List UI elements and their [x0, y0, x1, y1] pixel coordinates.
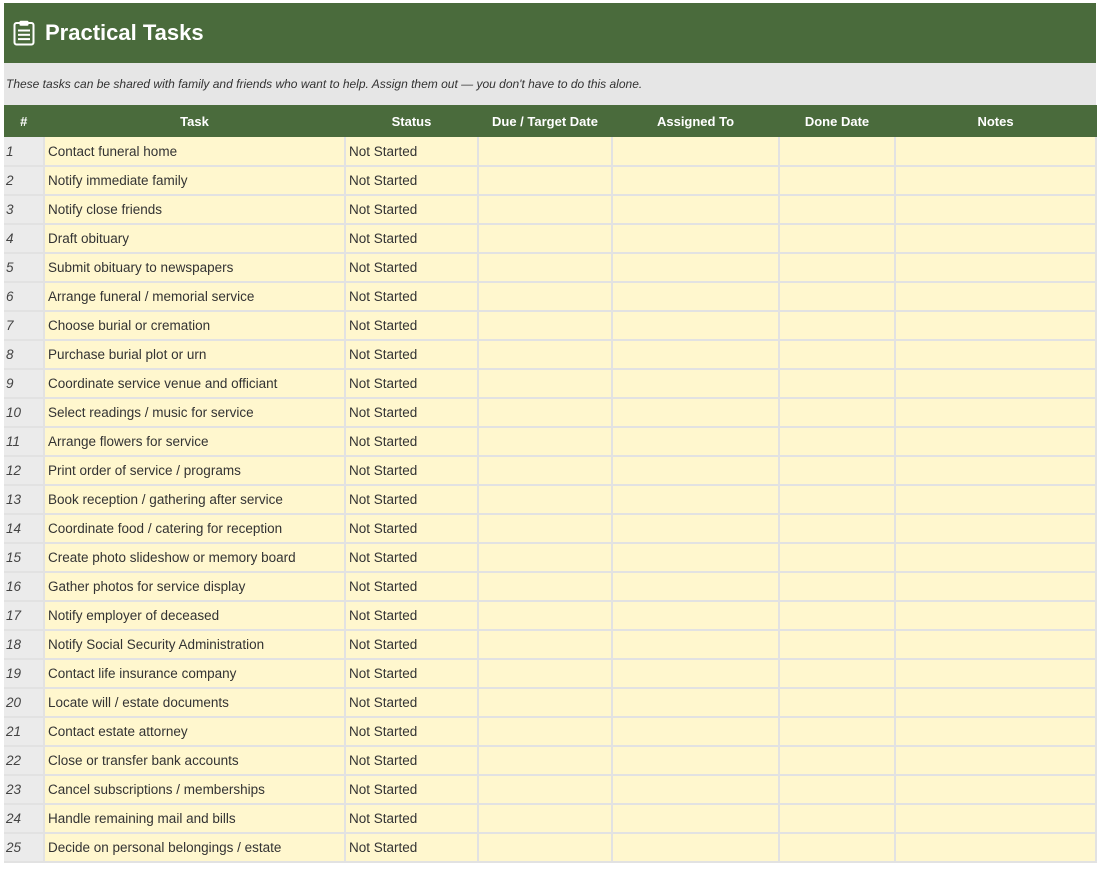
table-row	[4, 456, 1096, 485]
notes-cell[interactable]	[895, 601, 1096, 630]
done-date-cell[interactable]	[779, 282, 895, 311]
row-number[interactable]: 8	[4, 340, 44, 369]
row-number[interactable]: 3	[4, 195, 44, 224]
row-number[interactable]: 13	[4, 485, 44, 514]
done-date-cell[interactable]	[779, 398, 895, 427]
status-cell[interactable]: Not Started	[345, 282, 478, 311]
notes-cell[interactable]	[895, 688, 1096, 717]
row-number[interactable]: 24	[4, 804, 44, 833]
status-cell[interactable]: Not Started	[345, 456, 478, 485]
done-date-cell[interactable]	[779, 166, 895, 195]
row-number[interactable]: 12	[4, 456, 44, 485]
done-date-cell[interactable]	[779, 543, 895, 572]
task-cell[interactable]: Purchase burial plot or urn	[44, 340, 345, 369]
assigned-to-cell[interactable]	[612, 340, 779, 369]
notes-cell[interactable]	[895, 398, 1096, 427]
notes-cell[interactable]	[895, 485, 1096, 514]
table-row	[4, 688, 1096, 717]
row-number[interactable]: 20	[4, 688, 44, 717]
notes-cell[interactable]	[895, 659, 1096, 688]
row-number[interactable]: 15	[4, 543, 44, 572]
done-date-cell[interactable]	[779, 369, 895, 398]
status-cell[interactable]: Not Started	[345, 775, 478, 804]
row-number[interactable]: 17	[4, 601, 44, 630]
row-number[interactable]: 9	[4, 369, 44, 398]
notes-cell[interactable]	[895, 543, 1096, 572]
status-cell[interactable]: Not Started	[345, 137, 478, 166]
notes-cell[interactable]	[895, 224, 1096, 253]
assigned-to-cell[interactable]	[612, 485, 779, 514]
due-date-cell[interactable]	[478, 166, 612, 195]
assigned-to-cell[interactable]	[612, 514, 779, 543]
table-row	[4, 543, 1096, 572]
row-number[interactable]: 1	[4, 137, 44, 166]
status-cell[interactable]: Not Started	[345, 427, 478, 456]
status-cell[interactable]: Not Started	[345, 253, 478, 282]
status-header[interactable]: Status	[345, 105, 478, 137]
notes-cell[interactable]	[895, 282, 1096, 311]
due-date-cell[interactable]	[478, 195, 612, 224]
done-date-cell[interactable]	[779, 137, 895, 166]
table-row	[4, 746, 1096, 775]
assigned-to-cell[interactable]	[612, 659, 779, 688]
assigned-to-cell[interactable]	[612, 456, 779, 485]
assigned-to-cell[interactable]	[612, 166, 779, 195]
due-date-cell[interactable]	[478, 137, 612, 166]
row-number[interactable]: 23	[4, 775, 44, 804]
row-number[interactable]: 5	[4, 253, 44, 282]
due-date-cell[interactable]	[478, 398, 612, 427]
due-date-cell[interactable]	[478, 427, 612, 456]
notes-cell[interactable]	[895, 253, 1096, 282]
row-number[interactable]: 22	[4, 746, 44, 775]
notes-cell[interactable]	[895, 311, 1096, 340]
notes-cell[interactable]	[895, 717, 1096, 746]
done-date-header[interactable]: Done Date	[779, 105, 895, 137]
task-cell[interactable]: Locate will / estate documents	[44, 688, 345, 717]
table-row	[4, 398, 1096, 427]
assigned-to-cell[interactable]	[612, 717, 779, 746]
assigned-to-cell[interactable]	[612, 137, 779, 166]
done-date-cell[interactable]	[779, 514, 895, 543]
assigned-to-cell[interactable]	[612, 572, 779, 601]
due-date-cell[interactable]	[478, 369, 612, 398]
done-date-cell[interactable]	[779, 804, 895, 833]
due-date-cell[interactable]	[478, 311, 612, 340]
task-cell[interactable]: Notify Social Security Administration	[44, 630, 345, 659]
task-cell[interactable]: Gather photos for service display	[44, 572, 345, 601]
task-cell[interactable]: Cancel subscriptions / memberships	[44, 775, 345, 804]
table-row	[4, 601, 1096, 630]
assigned-to-cell[interactable]	[612, 630, 779, 659]
due-date-cell[interactable]	[478, 253, 612, 282]
done-date-cell[interactable]	[779, 485, 895, 514]
status-cell[interactable]: Not Started	[345, 485, 478, 514]
notes-cell[interactable]	[895, 746, 1096, 775]
task-cell[interactable]: Contact funeral home	[44, 137, 345, 166]
status-cell[interactable]: Not Started	[345, 195, 478, 224]
row-number[interactable]: 14	[4, 514, 44, 543]
row-number[interactable]: 10	[4, 398, 44, 427]
row-number[interactable]: 11	[4, 427, 44, 456]
table-row	[4, 659, 1096, 688]
notes-header[interactable]: Notes	[895, 105, 1096, 137]
due-date-cell[interactable]	[478, 746, 612, 775]
status-cell[interactable]: Not Started	[345, 601, 478, 630]
due-date-cell[interactable]	[478, 514, 612, 543]
table-row	[4, 717, 1096, 746]
notes-cell[interactable]	[895, 137, 1096, 166]
assigned-to-cell[interactable]	[612, 427, 779, 456]
status-cell[interactable]: Not Started	[345, 688, 478, 717]
done-date-cell[interactable]	[779, 775, 895, 804]
task-cell[interactable]: Contact estate attorney	[44, 717, 345, 746]
task-header[interactable]: Task	[44, 105, 345, 137]
table-row	[4, 775, 1096, 804]
table-row	[4, 224, 1096, 253]
done-date-cell[interactable]	[779, 746, 895, 775]
status-cell[interactable]: Not Started	[345, 369, 478, 398]
table-row	[4, 804, 1096, 833]
header-row	[4, 105, 1096, 137]
due-date-cell[interactable]	[478, 456, 612, 485]
done-date-cell[interactable]	[779, 659, 895, 688]
done-date-cell[interactable]	[779, 253, 895, 282]
status-cell[interactable]: Not Started	[345, 398, 478, 427]
done-date-cell[interactable]	[779, 456, 895, 485]
instructions-banner: These tasks can be shared with family and friends who want to help. Assign them out — you don't have to do this alone.	[4, 63, 1096, 105]
row-number[interactable]: 4	[4, 224, 44, 253]
table-row	[4, 166, 1096, 195]
notes-cell[interactable]	[895, 166, 1096, 195]
task-cell[interactable]: Notify employer of deceased	[44, 601, 345, 630]
due-date-cell[interactable]	[478, 804, 612, 833]
due-date-cell[interactable]	[478, 659, 612, 688]
due-date-cell[interactable]	[478, 601, 612, 630]
notes-cell[interactable]	[895, 369, 1096, 398]
status-cell[interactable]: Not Started	[345, 224, 478, 253]
assigned-to-cell[interactable]	[612, 833, 779, 862]
done-date-cell[interactable]	[779, 630, 895, 659]
assigned-to-cell[interactable]	[612, 746, 779, 775]
notes-cell[interactable]	[895, 340, 1096, 369]
status-cell[interactable]: Not Started	[345, 659, 478, 688]
table-row	[4, 369, 1096, 398]
done-date-cell[interactable]	[779, 311, 895, 340]
done-date-cell[interactable]	[779, 601, 895, 630]
notes-cell[interactable]	[895, 630, 1096, 659]
task-cell[interactable]: Create photo slideshow or memory board	[44, 543, 345, 572]
task-cell[interactable]: Notify immediate family	[44, 166, 345, 195]
due-date-cell[interactable]	[478, 282, 612, 311]
assigned-to-cell[interactable]	[612, 224, 779, 253]
status-cell[interactable]: Not Started	[345, 340, 478, 369]
due-date-cell[interactable]	[478, 717, 612, 746]
row-number[interactable]: 21	[4, 717, 44, 746]
index-header[interactable]: #	[4, 105, 44, 137]
tasks-table	[4, 105, 1097, 863]
notes-cell[interactable]	[895, 833, 1096, 862]
task-cell[interactable]: Arrange flowers for service	[44, 427, 345, 456]
status-cell[interactable]: Not Started	[345, 514, 478, 543]
row-number[interactable]: 25	[4, 833, 44, 862]
status-cell[interactable]: Not Started	[345, 630, 478, 659]
title-bar	[4, 3, 1096, 63]
row-number[interactable]: 19	[4, 659, 44, 688]
done-date-cell[interactable]	[779, 717, 895, 746]
notes-cell[interactable]	[895, 427, 1096, 456]
task-cell[interactable]: Select readings / music for service	[44, 398, 345, 427]
done-date-cell[interactable]	[779, 427, 895, 456]
assigned-to-cell[interactable]	[612, 775, 779, 804]
due-date-cell[interactable]	[478, 775, 612, 804]
clipboard-icon	[12, 19, 36, 47]
task-cell[interactable]: Coordinate food / catering for reception	[44, 514, 345, 543]
status-cell[interactable]: Not Started	[345, 746, 478, 775]
table-body	[4, 137, 1096, 862]
due-date-cell[interactable]	[478, 688, 612, 717]
notes-cell[interactable]	[895, 804, 1096, 833]
task-cell[interactable]: Notify close friends	[44, 195, 345, 224]
done-date-cell[interactable]	[779, 195, 895, 224]
row-number[interactable]: 18	[4, 630, 44, 659]
row-number[interactable]: 7	[4, 311, 44, 340]
table-row	[4, 514, 1096, 543]
due-date-cell[interactable]	[478, 543, 612, 572]
table-row	[4, 195, 1096, 224]
table-row	[4, 137, 1096, 166]
table-row	[4, 630, 1096, 659]
status-cell[interactable]: Not Started	[345, 572, 478, 601]
due-date-cell[interactable]	[478, 224, 612, 253]
table-row	[4, 427, 1096, 456]
task-cell[interactable]: Coordinate service venue and officiant	[44, 369, 345, 398]
assigned-to-cell[interactable]	[612, 804, 779, 833]
table-row	[4, 340, 1096, 369]
task-cell[interactable]: Contact life insurance company	[44, 659, 345, 688]
done-date-cell[interactable]	[779, 833, 895, 862]
task-cell[interactable]: Choose burial or cremation	[44, 311, 345, 340]
due-date-cell[interactable]	[478, 630, 612, 659]
status-cell[interactable]: Not Started	[345, 717, 478, 746]
row-number[interactable]: 6	[4, 282, 44, 311]
assigned-to-cell[interactable]	[612, 253, 779, 282]
table-row	[4, 485, 1096, 514]
table-row	[4, 833, 1096, 862]
task-cell[interactable]: Book reception / gathering after service	[44, 485, 345, 514]
page-title: Practical Tasks	[45, 20, 204, 45]
task-cell[interactable]: Arrange funeral / memorial service	[44, 282, 345, 311]
due-date-cell[interactable]	[478, 572, 612, 601]
notes-cell[interactable]	[895, 195, 1096, 224]
status-cell[interactable]: Not Started	[345, 311, 478, 340]
status-cell[interactable]: Not Started	[345, 166, 478, 195]
done-date-cell[interactable]	[779, 688, 895, 717]
assigned-to-cell[interactable]	[612, 282, 779, 311]
due-date-header[interactable]: Due / Target Date	[478, 105, 612, 137]
assigned-to-cell[interactable]	[612, 601, 779, 630]
status-cell[interactable]: Not Started	[345, 833, 478, 862]
row-number[interactable]: 2	[4, 166, 44, 195]
task-cell[interactable]: Submit obituary to newspapers	[44, 253, 345, 282]
assigned-to-cell[interactable]	[612, 195, 779, 224]
spreadsheet	[4, 3, 1096, 863]
assigned-to-cell[interactable]	[612, 688, 779, 717]
table-row	[4, 253, 1096, 282]
done-date-cell[interactable]	[779, 224, 895, 253]
table-row	[4, 311, 1096, 340]
due-date-cell[interactable]	[478, 485, 612, 514]
notes-cell[interactable]	[895, 514, 1096, 543]
notes-cell[interactable]	[895, 775, 1096, 804]
done-date-cell[interactable]	[779, 340, 895, 369]
due-date-cell[interactable]	[478, 833, 612, 862]
notes-cell[interactable]	[895, 572, 1096, 601]
status-cell[interactable]: Not Started	[345, 804, 478, 833]
assigned-to-cell[interactable]	[612, 398, 779, 427]
task-cell[interactable]: Handle remaining mail and bills	[44, 804, 345, 833]
notes-cell[interactable]	[895, 456, 1096, 485]
due-date-cell[interactable]	[478, 340, 612, 369]
status-cell[interactable]: Not Started	[345, 543, 478, 572]
table-row	[4, 572, 1096, 601]
task-cell[interactable]: Decide on personal belongings / estate	[44, 833, 345, 862]
task-cell[interactable]: Draft obituary	[44, 224, 345, 253]
assigned-to-cell[interactable]	[612, 311, 779, 340]
assigned-to-header[interactable]: Assigned To	[612, 105, 779, 137]
assigned-to-cell[interactable]	[612, 369, 779, 398]
row-number[interactable]: 16	[4, 572, 44, 601]
task-cell[interactable]: Print order of service / programs	[44, 456, 345, 485]
assigned-to-cell[interactable]	[612, 543, 779, 572]
done-date-cell[interactable]	[779, 572, 895, 601]
table-row	[4, 282, 1096, 311]
task-cell[interactable]: Close or transfer bank accounts	[44, 746, 345, 775]
